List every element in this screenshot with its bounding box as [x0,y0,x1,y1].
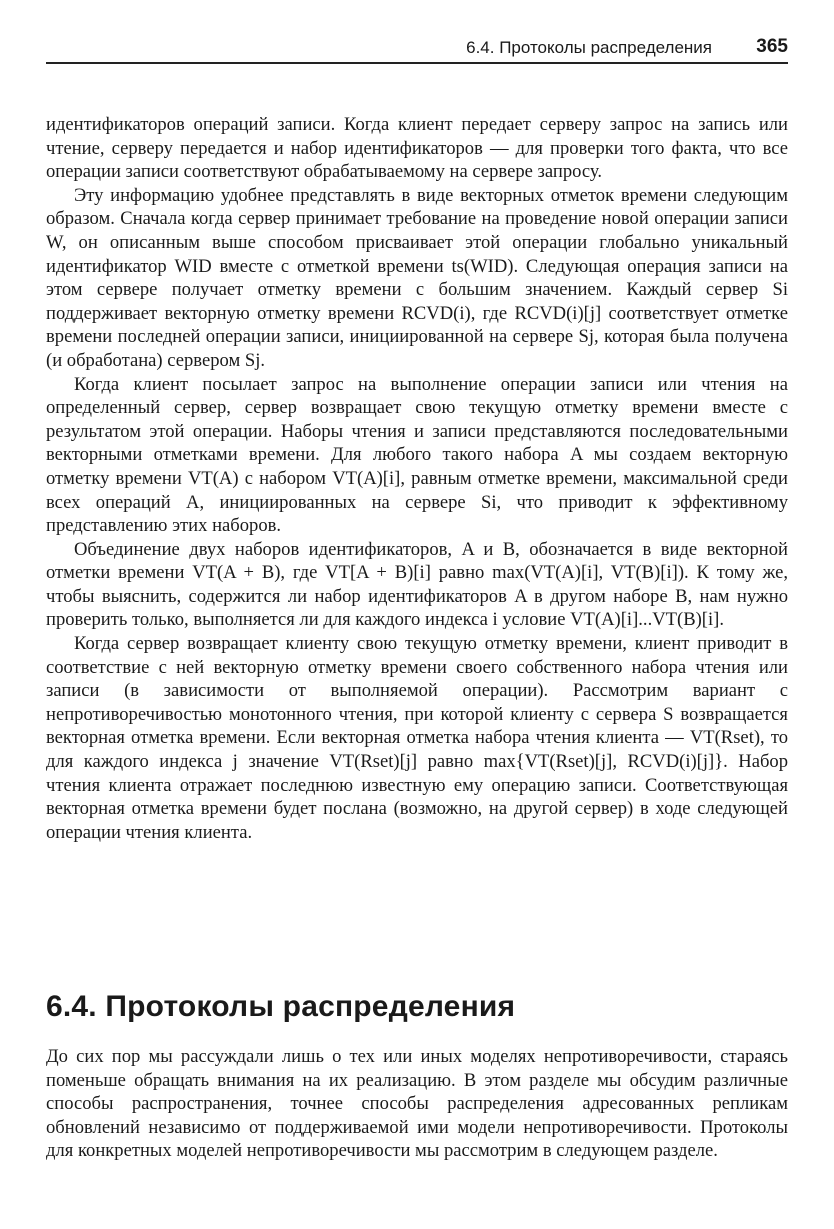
paragraph-3: Когда клиент посылает запрос на выполнение операции записи или чтения на определенный сервер, сервер возвращает свою текущую отметку времени вместе с результатом этой операции. Наборы чтения и записи представляются последовательными векторными отметками времени. Для любого такого набора A мы создаем векторную отметку времени VT(A) с набором VT(A)[i], равным отметке времени, максимальной среди всех операций A, инициированных на сервере Si, что приводит к эффективному представлению этих наборов. [46,373,788,537]
section-paragraph: До сих пор мы рассуждали лишь о тех или иных моделях непротиворечивости, стараясь поменьше обращать внимания на их реализацию. В этом разделе мы обсудим различные способы распространения, точнее способы распределения адресованных репликам обновлений независимо от поддерживаемой ими модели непротиворечивости. Протоколы для конкретных моделей непротиворечивости мы рассмотрим в следующем разделе. [46,1046,788,1162]
paragraph-1: идентификаторов операций записи. Когда клиент передает серверу запрос на запись или чтение, серверу передается и набор идентификаторов — для проверки того факта, что все операции записи соответствуют обрабатываемому на сервере запросу. [46,114,788,183]
running-head [46,36,788,64]
section-heading: 6.4. Протоколы распределения [46,990,516,1023]
running-head-title: 6.4. Протоколы распределения [466,38,712,57]
paragraph-5: Когда сервер возвращает клиенту свою текущую отметку времени, клиент приводит в соответствие с ней векторную отметку времени своего собственного набора чтения или записи (в зависимости от выполняемой операции). Рассмотрим вариант с непротиворечивостью монотонного чтения, при которой клиенту с сервера S возвращается векторная отметка времени. Если векторная отметка набора чтения клиента — VT(Rset), то для каждого индекса j значение VT(Rset)[j] равно max{VT(Rset)[j], RCVD(i)[j]}. Набор чтения клиента отражает последнюю известную ему операцию записи. Соответствующая векторная отметка времени будет послана (возможно, на другой сервер) в ходе следующей операции чтения клиента. [46,633,788,843]
paragraph-2: Эту информацию удобнее представлять в виде векторных отметок времени следующим образом. Сначала когда сервер принимает требование на проведение новой операции записи W, он описанным выше способом присваивает этой операции глобально уникальный идентификатор WID вместе с отметкой времени ts(WID). Следующая операция записи на этом сервере получает отметку времени с большим значением. Каждый сервер Si поддерживает векторную отметку времени RCVD(i), где RCVD(i)[j] соответствует отметке времени последней операции записи, инициированной на сервере Sj, которая была получена (и обработана) сервером Sj. [46,184,788,371]
section-text [46,1045,788,1163]
body-text [46,113,788,844]
paragraph-4: Объединение двух наборов идентификаторов, A и B, обозначается в виде векторной отметки времени VT(A + B), где VT[A + B)[i] равно max(VT(A)[i], VT(B)[i]). К тому же, чтобы выяснить, содержится ли набор идентификаторов A в другом наборе B, нам нужно проверить только, выполняется ли для каждого индекса i условие VT(A)[i]...VT(B)[i]. [46,538,788,631]
page-number: 365 [756,36,788,57]
